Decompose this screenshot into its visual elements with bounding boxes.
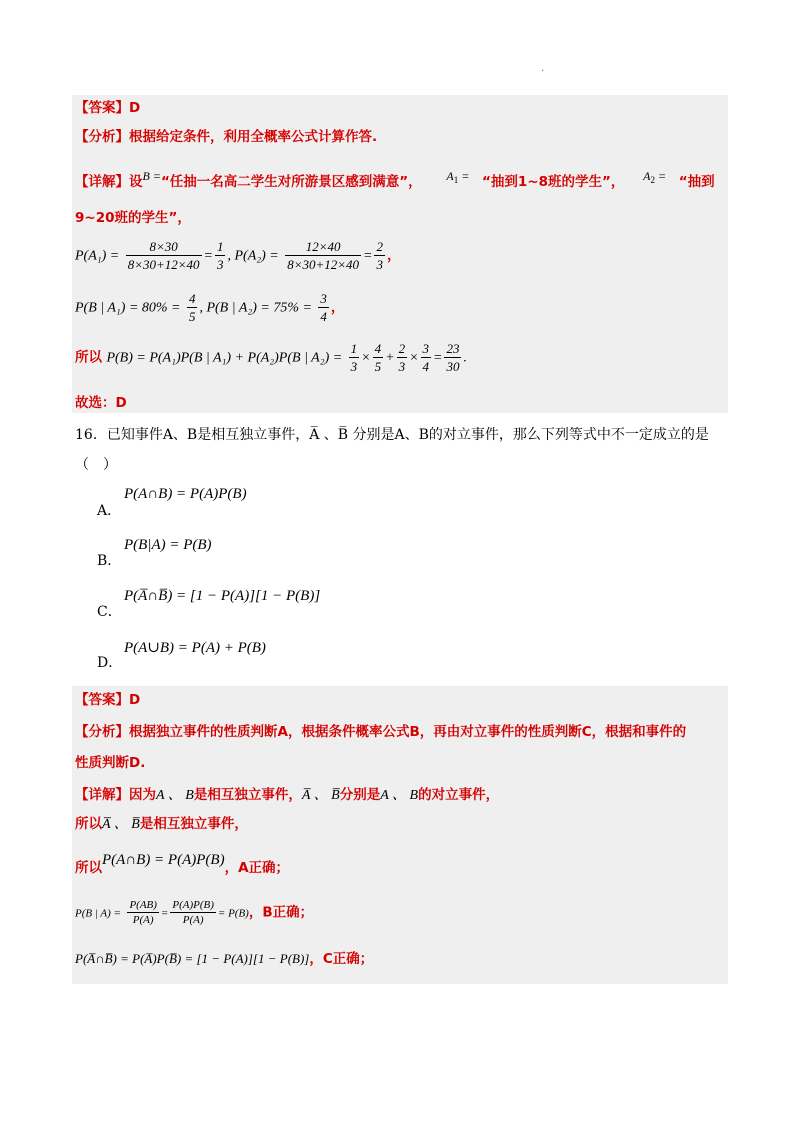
pb1-value: $\frac{4}{5}$ — [188, 291, 196, 324]
detail-prefix: 【详解】设 — [75, 174, 143, 190]
analysis-text-16-line2: 性质判断D. — [75, 755, 146, 771]
detail-16-line3: 所以P(A∩B) = P(A)P(B)，A正确； — [75, 852, 290, 876]
pa2-value: $\frac{2}{3}$ — [376, 239, 383, 272]
pa2-fraction: $\frac{12\times 40}{8\times 30+12\times 40}$ — [287, 239, 360, 272]
prob-a-line: P(A₁) = $\frac{8\times 30}{8\times 30+12\times 40}$ = $\frac{1}{3}$ , P(A₂) = $\frac{12\times 40}{8\times 30+12\times 40}$ = $\frac{2}{3}$ ， — [75, 239, 401, 272]
header-dot: . — [541, 63, 545, 74]
pb2-value: $\frac{3}{4}$ — [320, 291, 327, 324]
b-var: B = — [142, 169, 161, 183]
option-c-formula: P(A̅∩B̅) = [1 − P(A)][1 − P(B)] — [124, 588, 321, 604]
a1-def: “抽到1~8班的学生”， — [482, 174, 625, 190]
answer-label-16: 【答案】D — [75, 692, 141, 708]
a2-def: “抽到 — [678, 174, 715, 190]
total-result: $\frac{23}{30}$ — [446, 341, 460, 374]
detail-line-1 — [75, 166, 715, 192]
a1-var: $A_1$ = — [446, 169, 470, 185]
choice-15: 故选：D — [75, 395, 127, 411]
detail-line-2: 9~20班的学生”， — [75, 210, 191, 226]
question-16-paren: （ ） — [75, 457, 117, 473]
total-prob-line: 所以 P(B) = P(A₁)P(B | A₁) + P(A₂)P(B | A₂) = $\frac{1}{3}$ × $\frac{4}{5}$ + $\frac{2}{3}$ × $\frac{3}{4}$ = $\frac{23}{30}$ . — [75, 341, 467, 374]
detail-16-line1: 【详解】因为A 、 B是相互独立事件，A̅ 、 B̅分别是A 、 B的对立事件， — [75, 787, 500, 803]
detail-16-line2: 所以A̅ 、 B̅是相互独立事件， — [75, 816, 248, 832]
prob-b-line: P(B | A₁) = 80% = $\frac{4}{5}$ , P(B | A₂) = 75% = $\frac{3}{4}$ ， — [75, 291, 345, 324]
analysis-text-15: 【分析】根据给定条件，利用全概率公式计算作答. — [75, 129, 378, 145]
option-d-formula: P(A∪B) = P(A) + P(B) — [124, 640, 266, 656]
option-c-label: C． — [97, 604, 122, 620]
detail-16-line5: P(A̅∩B̅) = P(A̅)P(B̅) = [1 − P(A)][1 − P(B)]，C正确； — [75, 951, 374, 967]
a2-var: $A_2$ = — [643, 169, 667, 185]
pa1-fraction: $\frac{8\times 30}{8\times 30+12\times 40}$ — [127, 239, 200, 272]
b-def: “任抽一名高二学生对所游景区感到满意”， — [160, 174, 422, 190]
option-b-label: B． — [97, 553, 122, 569]
analysis-text-16-line1: 【分析】根据独立事件的性质判断A，根据条件概率公式B，再由对立事件的性质判断C，根据和事件的 — [75, 724, 687, 740]
answer-label-15: 【答案】D — [75, 100, 141, 116]
question-16-stem: 16．已知事件A、B是相互独立事件，A̅ 、B̅ 分别是A、B的对立事件，那么下列等式中不一定成立的是 — [75, 427, 709, 443]
option-a-label: A． — [97, 503, 122, 519]
option-d-label: D． — [97, 655, 123, 671]
pa1-value: $\frac{1}{3}$ — [216, 239, 224, 272]
detail-16-line4: P(B | A) = $\frac{P(AB)}{P(A)}$ = $\frac{P(A)P(B)}{P(A)}$ = P(B)，B正确； — [75, 899, 314, 926]
option-a-formula: P(A∩B) = P(A)P(B) — [124, 486, 247, 502]
option-b-formula: P(B|A) = P(B) — [124, 537, 212, 553]
